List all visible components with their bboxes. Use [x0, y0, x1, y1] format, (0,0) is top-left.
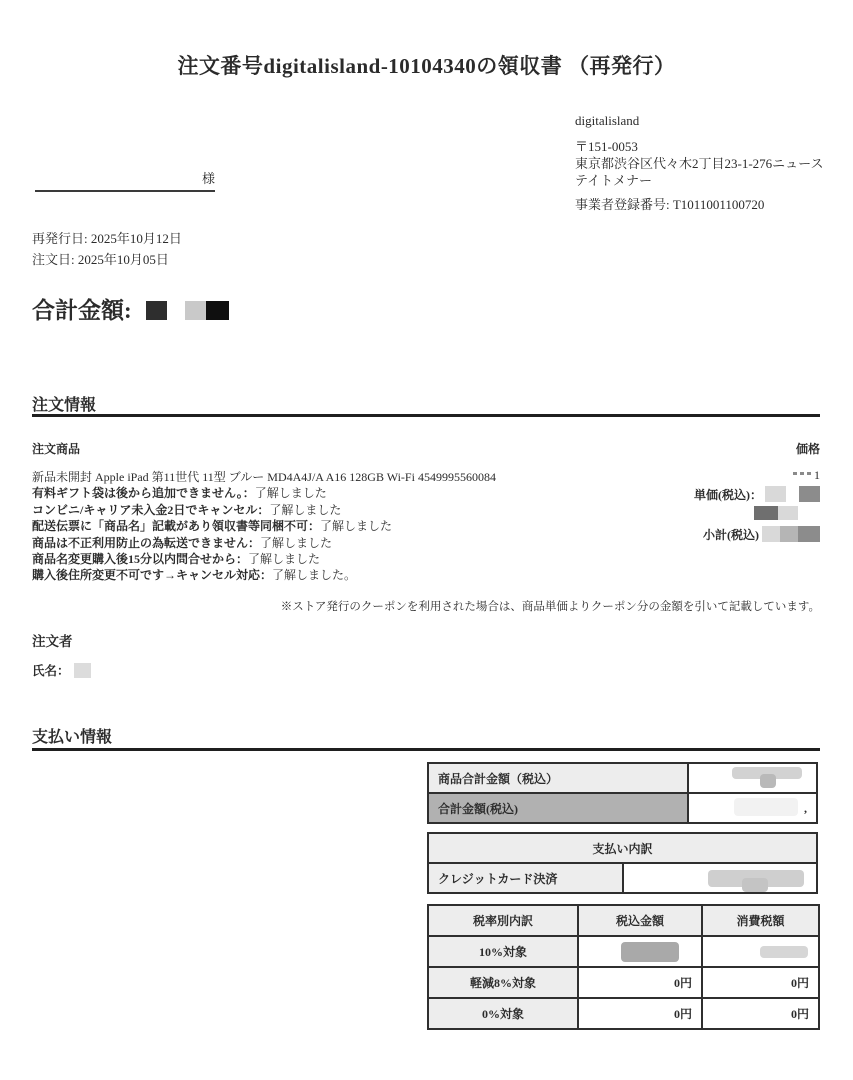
credit-card-value: [623, 863, 818, 893]
redaction: [760, 946, 808, 958]
tax-value: 0円: [702, 998, 819, 1029]
tax-rate-label: 10%対象: [428, 936, 578, 967]
price-header: 価格: [795, 442, 820, 456]
quantity-line: [600, 468, 820, 486]
tax-amount-value: [578, 936, 702, 967]
seller-address: 東京都渋谷区代々木2丁目23-1-276ニューステイトメナー: [575, 156, 824, 188]
table-row: [428, 967, 819, 998]
redaction: [146, 301, 167, 320]
unit-price-label: 単価(税込)：: [694, 488, 762, 502]
redaction: [185, 301, 206, 320]
tax-value: 0円: [702, 967, 819, 998]
section-divider: [32, 414, 820, 417]
item-total-label: 商品合計金額（税込）: [428, 763, 688, 793]
order-date: 注文日: 2025年10月05日: [32, 252, 169, 267]
redaction: [765, 486, 786, 502]
price-column: [600, 468, 820, 546]
reissue-date: 再発行日: 2025年10月12日: [32, 231, 182, 246]
seller-postal-code: 〒151-0053: [575, 139, 638, 154]
redaction: [800, 472, 804, 475]
subtotal-line: [600, 526, 820, 546]
order-columns-header: [32, 440, 820, 457]
product-details: [32, 469, 632, 584]
credit-card-label: クレジットカード決済: [428, 863, 623, 893]
tax-rate-label: 0%対象: [428, 998, 578, 1029]
redaction: [734, 798, 798, 816]
recipient-honorific: 様: [201, 171, 215, 186]
tax-amount-value: 0円: [578, 998, 702, 1029]
payment-breakdown-table: [427, 832, 818, 894]
orderer-name-label: 氏名：: [32, 664, 70, 678]
tax-col-header: 消費税額: [702, 905, 819, 936]
item-total-value: [688, 763, 817, 793]
quantity-value: 1: [814, 468, 820, 482]
redaction: [798, 526, 820, 542]
product-term: 商品は不正利用防止の為転送できません：了解しました: [32, 535, 333, 550]
redaction: [778, 506, 798, 520]
tax-breakdown-table: [427, 904, 820, 1030]
order-info-heading: 注文情報: [32, 397, 97, 414]
tax-col-header: 税率別内訳: [428, 905, 578, 936]
table-row: [428, 763, 817, 793]
redaction: [807, 472, 811, 475]
redaction: [74, 663, 91, 678]
product-term: 購入後住所変更不可です→キャンセル対応：了解しました。: [32, 568, 357, 583]
redaction: [762, 526, 780, 542]
table-row: [428, 936, 819, 967]
redaction: [742, 878, 768, 892]
product-term: 商品名変更購入後15分以内問合せから：了解しました: [32, 552, 321, 567]
redaction: [760, 774, 776, 788]
redacted-price-line: [600, 506, 820, 526]
subtotal-label: 小計(税込): [703, 528, 759, 542]
seller-name: digitalisland: [575, 113, 640, 128]
payment-info-heading: 支払い情報: [32, 729, 113, 746]
product-name: 新品未開封 Apple iPad 第11世代 11型 ブルー MD4A4J/A A16 128GB Wi-Fi 4549995560084: [32, 470, 496, 484]
grand-total-label: 合計金額(税込): [428, 793, 688, 823]
product-term: 配送伝票に「商品名」記載があり領収書等同梱不可：了解しました: [32, 519, 393, 534]
unit-price-line: [600, 486, 820, 506]
redaction: [206, 301, 229, 320]
redaction: [793, 472, 797, 475]
recipient-name-line: [35, 168, 215, 192]
grand-total-value: ,: [688, 793, 817, 823]
payment-summary-table: [427, 762, 818, 824]
seller-info: [575, 112, 827, 213]
redaction: [754, 506, 778, 520]
table-row: [428, 863, 817, 893]
table-row: [428, 833, 817, 863]
coupon-note: ※ストア発行のクーポンを利用された場合は、商品単価よりクーポン分の金額を引いて記載しています。: [280, 601, 820, 613]
table-row: [428, 905, 819, 936]
redaction: [780, 526, 798, 542]
redaction: [621, 942, 679, 962]
section-divider: [32, 748, 820, 751]
orderer-name-line: [32, 661, 91, 679]
table-row: [428, 793, 817, 823]
orderer-heading: 注文者: [32, 634, 73, 649]
tax-rate-label: 軽減8%対象: [428, 967, 578, 998]
date-block: [32, 228, 182, 270]
total-amount-label: 合計金額:: [32, 298, 132, 323]
product-term: コンビニ/キャリア未入金2日でキャンセル：了解しました: [32, 502, 342, 517]
tax-value: [702, 936, 819, 967]
tax-col-header: 税込金額: [578, 905, 702, 936]
order-items-header: 注文商品: [32, 442, 81, 456]
breakdown-header: 支払い内訳: [428, 833, 817, 863]
redaction: [799, 486, 820, 502]
total-amount-line: [32, 292, 229, 325]
tax-amount-value: 0円: [578, 967, 702, 998]
table-row: [428, 998, 819, 1029]
receipt-title: 注文番号digitalisland-10104340の領収書 （再発行）: [177, 54, 676, 78]
product-term: 有料ギフト袋は後から追加できません。：了解しました: [32, 486, 327, 501]
seller-registration-number: 事業者登録番号: T1011001100720: [575, 197, 765, 212]
